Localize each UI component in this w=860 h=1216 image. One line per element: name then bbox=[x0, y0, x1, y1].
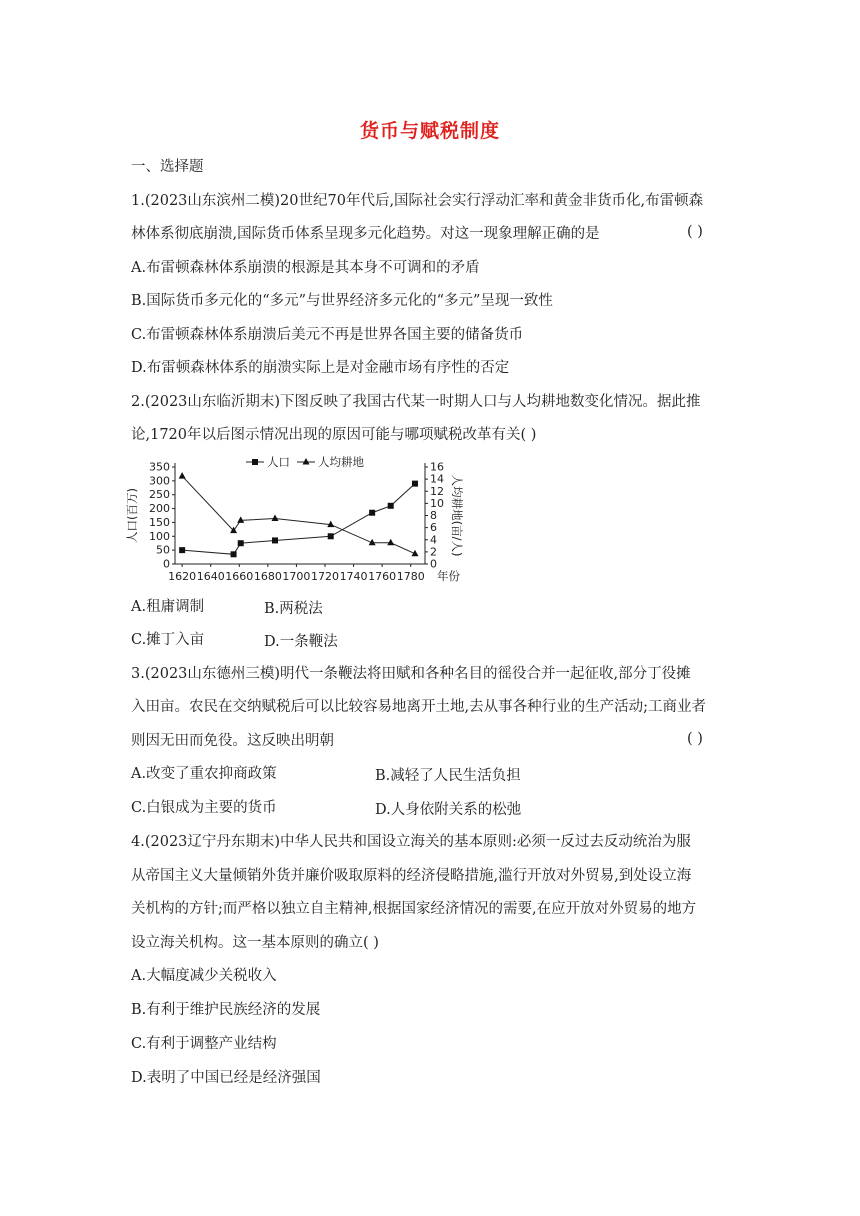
question-text-line: 3.(2023山东德州三模)明代一条鞭法将田赋和各种名目的徭役合并一起征收,部分丁役摊 bbox=[131, 666, 691, 682]
legend-square-marker bbox=[252, 459, 258, 465]
population-point bbox=[238, 540, 244, 546]
answer-blank: ( ) bbox=[687, 224, 703, 240]
y-left-axis-label: 人口(百万) bbox=[125, 488, 139, 543]
option-b: B.两税法 bbox=[264, 601, 323, 617]
option-c: C.有利于调整产业结构 bbox=[131, 1036, 277, 1052]
option-d: D.布雷顿森林体系的崩溃实际上是对金融市场有序性的否定 bbox=[131, 360, 510, 376]
option-a: A.布雷顿森林体系崩溃的根源是其本身不可调和的矛盾 bbox=[131, 260, 480, 276]
question-text-line: 关机构的方针;而严格以独立自主精神,根据国家经济情况的需要,在应开放对外贸易的地方 bbox=[131, 901, 697, 917]
population-point bbox=[231, 551, 237, 557]
x-tick-label: 1720 bbox=[311, 570, 339, 583]
x-tick-label: 1640 bbox=[196, 570, 225, 583]
population-point bbox=[272, 537, 278, 543]
population-point bbox=[412, 481, 418, 487]
page-title: 货币与赋税制度 bbox=[359, 120, 500, 142]
option-a: A.大幅度减少关税收入 bbox=[131, 968, 277, 984]
option-d: D.人身依附关系的松弛 bbox=[375, 802, 522, 818]
y-right-tick-label: 8 bbox=[430, 509, 437, 522]
question-text-line: 则因无田而免役。这反映出明朝 bbox=[131, 733, 334, 749]
x-axis-label: 年份 bbox=[437, 569, 460, 583]
legend-triangle-marker bbox=[303, 458, 310, 465]
y-right-tick-label: 4 bbox=[430, 533, 437, 547]
question-text-line: 论,1720年以后图示情况出现的原因可能与哪项赋税改革有关( ) bbox=[131, 427, 537, 443]
question-text-line: 入田亩。农民在交纳赋税后可以比较容易地离开土地,去从事各种行业的生产活动;工商业者 bbox=[131, 699, 706, 715]
population-point bbox=[328, 533, 334, 539]
y-right-tick-label: 14 bbox=[430, 472, 444, 486]
question-text-line: 2.(2023山东临沂期末)下图反映了我国古代某一时期人口与人均耕地数变化情况。据此推 bbox=[131, 394, 701, 410]
population-farmland-chart bbox=[125, 455, 468, 590]
y-left-tick-label: 250 bbox=[149, 488, 170, 502]
option-b: B.国际货币多元化的“多元”与世界经济多元化的“多元”呈现一致性 bbox=[131, 293, 553, 309]
question-text-line: 1.(2023山东滨州二模)20世纪70年代后,国际社会实行浮动汇率和黄金非货币化,布雷顿森 bbox=[131, 193, 704, 209]
legend-label: 人口 bbox=[267, 455, 290, 469]
y-right-tick-label: 10 bbox=[430, 496, 444, 510]
y-right-axis-label: 人均耕地(亩/人) bbox=[450, 474, 464, 557]
option-b: B.减轻了人民生活负担 bbox=[375, 768, 521, 784]
population-point bbox=[388, 503, 394, 509]
y-right-tick-label: 6 bbox=[430, 521, 437, 535]
question-text-line: 4.(2023辽宁丹东期末)中华人民共和国设立海关的基本原则:必须一反过去反动统治为服 bbox=[131, 834, 691, 850]
option-a: A.改变了重农抑商政策 bbox=[131, 766, 277, 782]
farmland-line bbox=[182, 476, 415, 554]
y-right-tick-label: 0 bbox=[430, 557, 437, 571]
section-heading: 一、选择题 bbox=[131, 159, 204, 175]
y-left-tick-label: 50 bbox=[156, 543, 170, 557]
farmland-point bbox=[237, 516, 244, 523]
x-tick-label: 1620 bbox=[168, 570, 197, 583]
option-c: C.布雷顿森林体系崩溃后美元不再是世界各国主要的储备货币 bbox=[131, 327, 524, 343]
y-left-tick-label: 0 bbox=[163, 557, 170, 571]
y-left-tick-label: 100 bbox=[149, 529, 170, 543]
x-tick-label: 1760 bbox=[368, 570, 397, 583]
option-d: D.一条鞭法 bbox=[264, 634, 338, 650]
question-text-line: 设立海关机构。这一基本原则的确立( ) bbox=[131, 935, 379, 951]
farmland-point bbox=[179, 472, 186, 479]
y-right-tick-label: 2 bbox=[430, 545, 437, 559]
y-left-tick-label: 300 bbox=[149, 474, 170, 488]
option-c: C.白银成为主要的货币 bbox=[131, 800, 277, 816]
population-line bbox=[182, 484, 415, 555]
option-a: A.租庸调制 bbox=[131, 599, 205, 615]
question-text-line: 林体系彻底崩溃,国际货币体系呈现多元化趋势。对这一现象理解正确的是 bbox=[131, 226, 600, 242]
x-tick-label: 1660 bbox=[225, 570, 254, 583]
answer-blank: ( ) bbox=[687, 731, 703, 747]
farmland-point bbox=[272, 515, 279, 522]
y-right-tick-label: 12 bbox=[430, 484, 444, 498]
option-d: D.表明了中国已经是经济强国 bbox=[131, 1070, 321, 1086]
x-tick-label: 1680 bbox=[253, 570, 282, 583]
legend-label: 人均耕地 bbox=[318, 455, 364, 469]
question-text-line: 从帝国主义大量倾销外货并廉价吸取原料的经济侵略措施,滥行开放对外贸易,到处设立海 bbox=[131, 868, 692, 884]
option-c: C.摊丁入亩 bbox=[131, 632, 205, 648]
y-left-tick-label: 150 bbox=[149, 515, 170, 529]
x-tick-label: 1780 bbox=[396, 570, 425, 583]
option-b: B.有利于维护民族经济的发展 bbox=[131, 1002, 321, 1018]
population-point bbox=[179, 547, 185, 553]
x-tick-label: 1700 bbox=[282, 570, 311, 583]
population-point bbox=[369, 510, 375, 516]
y-left-tick-label: 200 bbox=[149, 502, 170, 516]
x-tick-label: 1740 bbox=[339, 570, 368, 583]
farmland-point bbox=[387, 539, 394, 546]
y-left-tick-label: 350 bbox=[149, 460, 170, 474]
y-right-tick-label: 16 bbox=[430, 460, 444, 474]
